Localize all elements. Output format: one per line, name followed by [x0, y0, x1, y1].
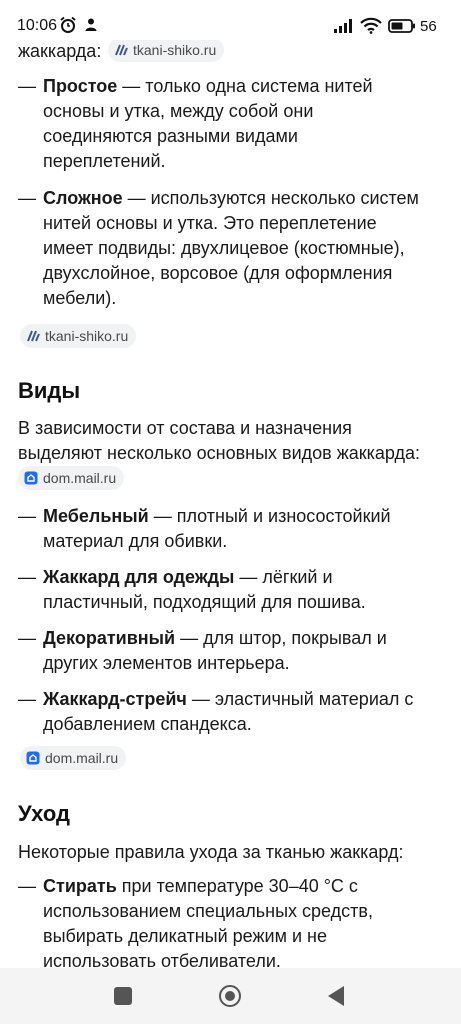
list-item-text: соединяются разными видами [43, 126, 298, 146]
source-chip-dommail[interactable] [20, 746, 126, 770]
list-item-text: — лёгкий и [234, 567, 333, 587]
signal-icon [334, 19, 354, 33]
recent-apps-button[interactable] [114, 987, 132, 1005]
list-item-text: материал для обивки. [43, 531, 228, 551]
system-navigation-bar [0, 968, 461, 1024]
list-item-text: переплетений. [43, 151, 166, 171]
list-item-text: — для штор, покрывал и [175, 628, 387, 648]
list-item-text: других элементов интерьера. [43, 653, 290, 673]
list-item-text: двухслойное, ворсовое (для оформления [43, 263, 393, 283]
list-item-text: использованием специальных средств, [43, 901, 373, 921]
list-item-text: использовать отбеливатели. [43, 951, 281, 968]
list-item-term: Сложное [43, 188, 123, 208]
list-item-text: мебели). [43, 288, 117, 308]
paragraph-fragment: жаккарда: [18, 41, 102, 61]
list-item-text: имеет подвиды: двухлицевое (костюмные), [43, 238, 405, 258]
list-item-term: Жаккард-стрейч [43, 689, 187, 709]
battery-percent: 56 [420, 18, 437, 35]
paragraph [18, 416, 420, 466]
list-item-term: Декоративный [43, 628, 176, 648]
status-time: 10:06 [17, 17, 58, 34]
tkani-shiko-icon [26, 329, 40, 343]
status-bar [0, 0, 461, 40]
list-item [43, 74, 443, 174]
list-bullet: — [18, 188, 36, 208]
section-heading-care: Уход [18, 801, 70, 826]
back-button[interactable] [328, 986, 344, 1006]
tkani-shiko-icon [114, 43, 128, 57]
list-item-text: — эластичный материал с [186, 689, 414, 709]
list-bullet: — [18, 689, 36, 709]
list-bullet: — [18, 567, 36, 587]
list-item-text: добавлением спандекса. [43, 714, 252, 734]
paragraph-line: выделяют несколько основных видов жаккарда: [18, 443, 421, 463]
alarm-icon [59, 16, 77, 34]
list-bullet: — [18, 76, 36, 96]
battery-icon [388, 19, 416, 33]
list-item [43, 504, 443, 554]
source-label: tkani-shiko.ru [133, 42, 217, 58]
list-item [43, 186, 443, 311]
list-bullet: — [18, 506, 36, 526]
list-bullet: — [18, 876, 36, 896]
source-chip-tkani[interactable] [20, 324, 136, 348]
source-label: dom.mail.ru [45, 750, 119, 766]
list-item-text: — только одна система нитей [117, 76, 373, 96]
list-item-text: выбирать деликатный режим и не [43, 926, 327, 946]
list-item-text: при температуре 30–40 °C с [116, 876, 358, 896]
list-item [43, 565, 443, 615]
list-item-text: основы и утка, между собой они [43, 101, 314, 121]
list-item [43, 626, 443, 676]
person-icon [84, 17, 98, 33]
list-item [43, 687, 443, 737]
list-bullet: — [18, 628, 36, 648]
dom-mail-icon [26, 751, 40, 765]
home-button[interactable] [219, 985, 241, 1007]
list-item-term: Жаккард для одежды [43, 567, 235, 587]
list-item-text: — используются несколько систем [122, 188, 419, 208]
list-item-text: нитей основы и утка. Это переплетение [43, 213, 377, 233]
source-chip-tkani-top[interactable] [108, 38, 224, 62]
list-item-term: Стирать [43, 876, 117, 896]
list-item [43, 874, 443, 968]
source-label: dom.mail.ru [43, 470, 117, 486]
section-heading-types: Виды [18, 378, 81, 403]
source-label: tkani-shiko.ru [45, 328, 129, 344]
list-item-text: — плотный и износостойкий [148, 506, 391, 526]
source-chip-dommail[interactable] [18, 466, 124, 490]
list-item-term: Мебельный [43, 506, 149, 526]
paragraph-line: В зависимости от состава и назначения [18, 418, 352, 438]
paragraph: Некоторые правила ухода за тканью жаккард: [18, 842, 404, 862]
dom-mail-icon [24, 471, 38, 485]
wifi-icon [360, 17, 382, 34]
list-item-text: пластичный, подходящий для пошива. [43, 592, 366, 612]
list-item-term: Простое [43, 76, 118, 96]
